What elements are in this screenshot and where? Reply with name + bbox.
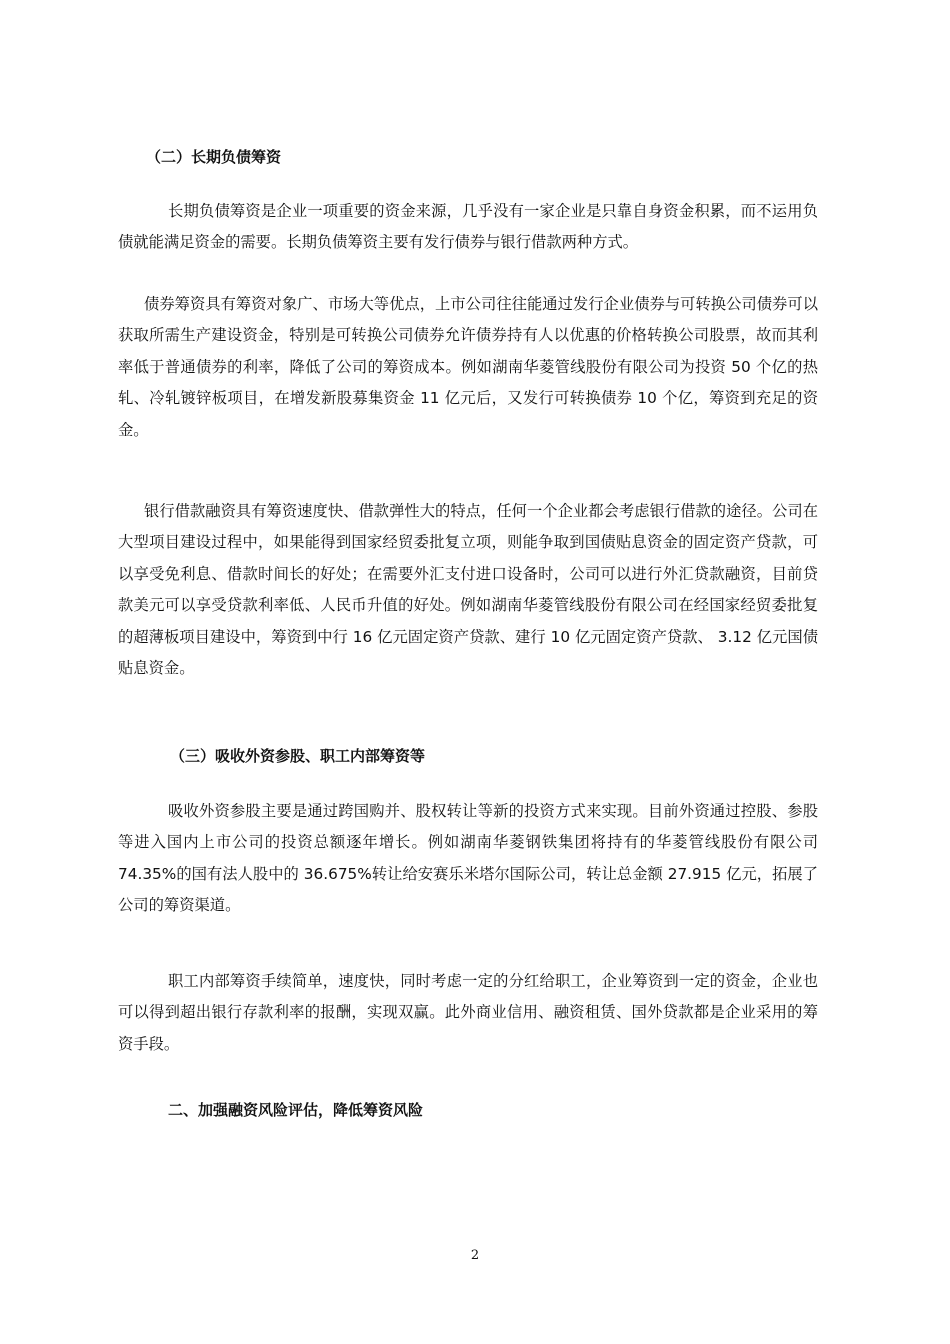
page-number: 2 — [470, 1248, 480, 1263]
section-heading-financing-risk: 二、加强融资风险评估，降低筹资风险 — [168, 1101, 424, 1119]
paragraph-long-term-intro: 长期负债筹资是企业一项重要的资金来源，几乎没有一家企业是只靠自身资金积累，而不运用负债就能满足资金的需要。长期负债筹资主要有发行债券与银行借款两种方式。 — [118, 202, 818, 252]
section-heading-long-term-debt: （二）长期负债筹资 — [146, 148, 282, 166]
section-heading-foreign-capital: （三）吸收外资参股、职工内部筹资等 — [170, 747, 426, 765]
paragraph-foreign-capital: 吸收外资参股主要是通过跨国购并、股权转让等新的投资方式来实现。目前外资通过控股、参股等进入国内上市公司的投资总额逐年增长。例如湖南华菱钢铁集团将持有的华菱管线股份有限公司 74.35%的国有法人股中的 36.675%转让给安赛乐米塔尔国际公司，转让总金额 27.915 亿元，拓展了公司的筹资渠道。 — [118, 802, 818, 915]
paragraph-bond-financing: 债券筹资具有筹资对象广、市场大等优点，上市公司往往能通过发行企业债券与可转换公司债券可以获取所需生产建设资金，特别是可转换公司债券允许债券持有人以优惠的价格转换公司股票，故而其利率低于普通债券的利率，降低了公司的筹资成本。例如湖南华菱管线股份有限公司为投资 50 个亿的热轧、冷轧镀锌板项目，在增发新股募集资金 11 亿元后，又发行可转换债券 10 个亿，筹资到充足的资金。 — [118, 295, 818, 439]
paragraph-employee-financing: 职工内部筹资手续简单，速度快，同时考虑一定的分红给职工，企业筹资到一定的资金，企业也可以得到超出银行存款利率的报酬，实现双赢。此外商业信用、融资租赁、国外贷款都是企业采用的筹资手段。 — [118, 972, 818, 1053]
paragraph-bank-loans: 银行借款融资具有筹资速度快、借款弹性大的特点，任何一个企业都会考虑银行借款的途径。公司在大型项目建设过程中，如果能得到国家经贸委批复立项，则能争取到国债贴息资金的固定资产贷款，可以享受免利息、借款时间长的好处；在需要外汇支付进口设备时，公司可以进行外汇贷款融资，目前贷款美元可以享受贷款利率低、人民币升值的好处。例如湖南华菱管线股份有限公司在经国家经贸委批复的超薄板项目建设中，筹资到中行 16 亿元固定资产贷款、建行 10 亿元固定资产贷款、 3.12 亿元国债贴息资金。 — [118, 502, 818, 678]
